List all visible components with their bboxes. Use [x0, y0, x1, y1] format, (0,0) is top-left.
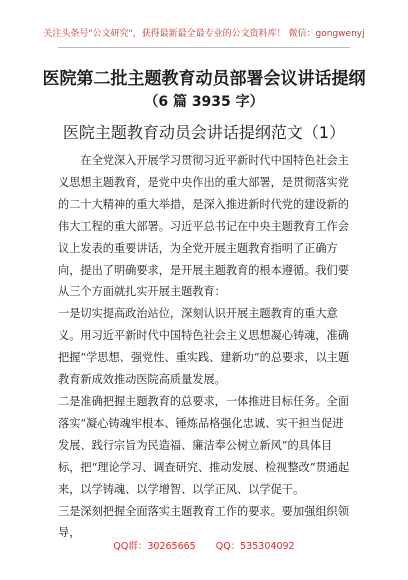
document-subtitle: （6 篇 3935 字）	[144, 94, 264, 110]
paragraph-point-1: 一是切实提高政治站位，深刻认识开展主题教育的重大意义。用习近平新时代中国特色社会主义思想凝心铸魂，准确把握“学思想、强党性、重实践、建新功”的总要求，以主题教育新成效推动医院高质量发展。	[58, 307, 350, 387]
paragraph-point-3: 三是深刻把握全面落实主题教育工作的要求。要加强组织领导，	[58, 504, 349, 540]
header-note: 关注头条号"公文研究"，获得最新最全最专业的公文资料库！ 微信：gongwenyj	[43, 29, 365, 39]
paragraph-point-2: 二是准确把握主题教育的总要求，一体推进目标任务。全面落实“凝心铸魂牢根本、锤炼品格强化忠诚、实干担当促进发展、践行宗旨为民造福、廉洁奉公树立新风”的具体目标，把“理论学习、调查研究、推动发展、检视整改”贯通起来，以学铸魂、以学增智、以学正风、以学促干。	[58, 394, 350, 496]
body-text	[58, 150, 350, 544]
header-divider	[58, 47, 350, 48]
footer-qq: QQ：535304092	[215, 541, 295, 552]
section-title: 医院主题教育动员会讲话提纲范文（1）	[62, 123, 346, 142]
footer-contact	[0, 538, 408, 552]
document-title: 医院第二批主题教育动员部署会议讲话提纲	[42, 69, 366, 89]
footer-qq-group: QQ群：30265665	[113, 541, 196, 552]
paragraph-intro: 在全党深入开展学习贯彻习近平新时代中国特色社会主义思想主题教育，是党中央作出的重大部署，是贯彻落实党的二十大精神的重大举措，是深入推进新时代党的建设新的伟大工程的重大部署。习近平总书记在中央主题教育工作会议上发表的重要讲话，为全党开展主题教育指明了正确方向，提出了明确要求，是开展主题教育的根本遵循。我们要从三个方面就扎实开展主题教育：	[58, 154, 349, 299]
